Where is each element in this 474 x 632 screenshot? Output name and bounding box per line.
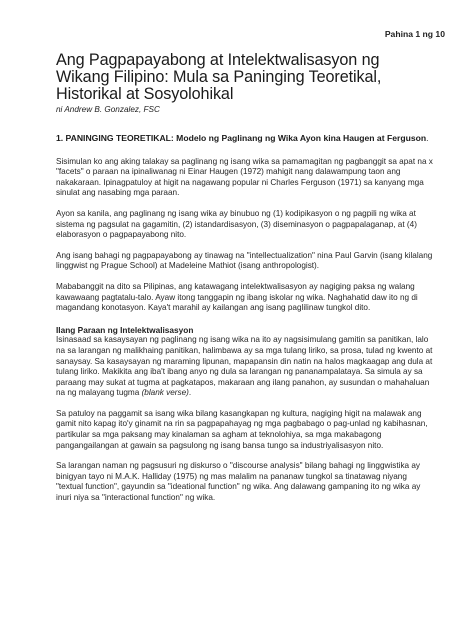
page-number: Pahina 1 ng 10: [384, 29, 445, 39]
document-body: [56, 52, 434, 504]
document-title: Ang Pagpapayabong at Intelektwalisasyon ng Wikang Filipino: Mula sa Paninging Teoretikal, Historikal at Sosyolohikal: [56, 51, 382, 104]
paragraph: Sa patuloy na paggamit sa isang wika bilang kasangkapan ng kultura, nagiging higit na malawak ang gamit nito kapag ito'y ginamit na rin sa pagpapahayag ng mga pagbabago o pag-unlad ng kabihasnan, partikular sa mga paksang may kinalaman sa agham at teknolohiya, sa mga makabagong pangangailangan at gawain sa pagsulong ng isang bansa tungo sa industriyalisasyon nito.: [56, 408, 428, 450]
paragraph: Sa larangan naman ng pagsusuri ng diskurso o "discourse analysis" bilang bahagi ng linggwistika ay binigyan tayo ni M.A.K. Halliday (1975) ng mas malalim na pananaw tungkol sa tinatawag niyang "textual function", gayundin sa "ideational function" ng wika. Ang dalawang gampaning ito ng wika ay inuri niya sa "interactional function" ng wika.: [56, 461, 421, 503]
italic-term: (blank verse): [141, 388, 189, 398]
paragraph: Ang isang bahagi ng pagpapayabong ay tinawag na "intellectualization" nina Paul Garvin (isang kilalang linggwist ng Prague School) at Madeleine Mathiot (isang anthropologist).: [56, 250, 433, 271]
paragraph: Ayon sa kanila, ang paglinang ng isang wika ay binubuo ng (1) kodipikasyon o ng pagpili ng wika at sistema ng pagsulat na gagamitin, (2) istandardisasyon, (3) diseminasyon o pagpapalaganap, at (4) elaborasyon o pagpapayabong nito.: [56, 208, 417, 240]
section-heading-text: 1. PANINGING TEORETIKAL: Modelo ng Paglinang ng Wika Ayon kina Haugen at Ferguson: [56, 132, 427, 143]
paragraph-end: .: [188, 388, 192, 398]
subheading: Ilang Paraan ng Intelektwalisasyon: [56, 324, 194, 335]
paragraph-text: Isinasaad sa kasaysayan ng paglinang ng isang wika na ito ay nagsisimulang gamitin sa panitikan, lalo na sa larangan ng malikhaing panitikan, halimbawa ay sa mga tulang liriko, sa prosa, tulad ng kwento at sanaysay. Sa kasaysayan ng maraming lipunan, mapapansin din natin na halos magkaagap ang dula at tulang liriko. Makikita ang iba't ibang anyo ng dula sa larangan ng pananampalataya. Sa simula ay sa paraang may sukat at tugma at pagkatapos, makaraan ang ilang panahon, ay susundan o mahahaluan na ng malayang tugma: [56, 335, 433, 398]
author-line: ni Andrew B. Gonzalez, FSC: [56, 104, 160, 114]
section-heading: [56, 133, 434, 144]
paragraph: Mababanggit na dito sa Pilipinas, ang katawagang intelektwalisasyon ay nagiging paksa ng walang kawawaang pagtatalu-talo. Ayaw itong tanggapin ng ibang iskolar ng wika. Naghahatid daw ito ng di magandang konotasyon. Kaya't marahil ay kailangan ang isang paglilinaw tungkol dito.: [56, 281, 418, 313]
section-heading-period: .: [426, 132, 429, 143]
paragraph: [56, 335, 434, 399]
paragraph: Sisimulan ko ang aking talakay sa paglinang ng isang wika sa pamamagitan ng pagbanggit sa apat na x "facets" o paraan na ipinaliwanag ni Einar Haugen (1972) mahigit nang dalawampung taon ang nakakaraan. Ipinagpatuloy at higit na nagawang popular ni Charles Ferguson (1971) sa kanyang mga sinulat ang nasabing mga paraan.: [56, 156, 433, 198]
